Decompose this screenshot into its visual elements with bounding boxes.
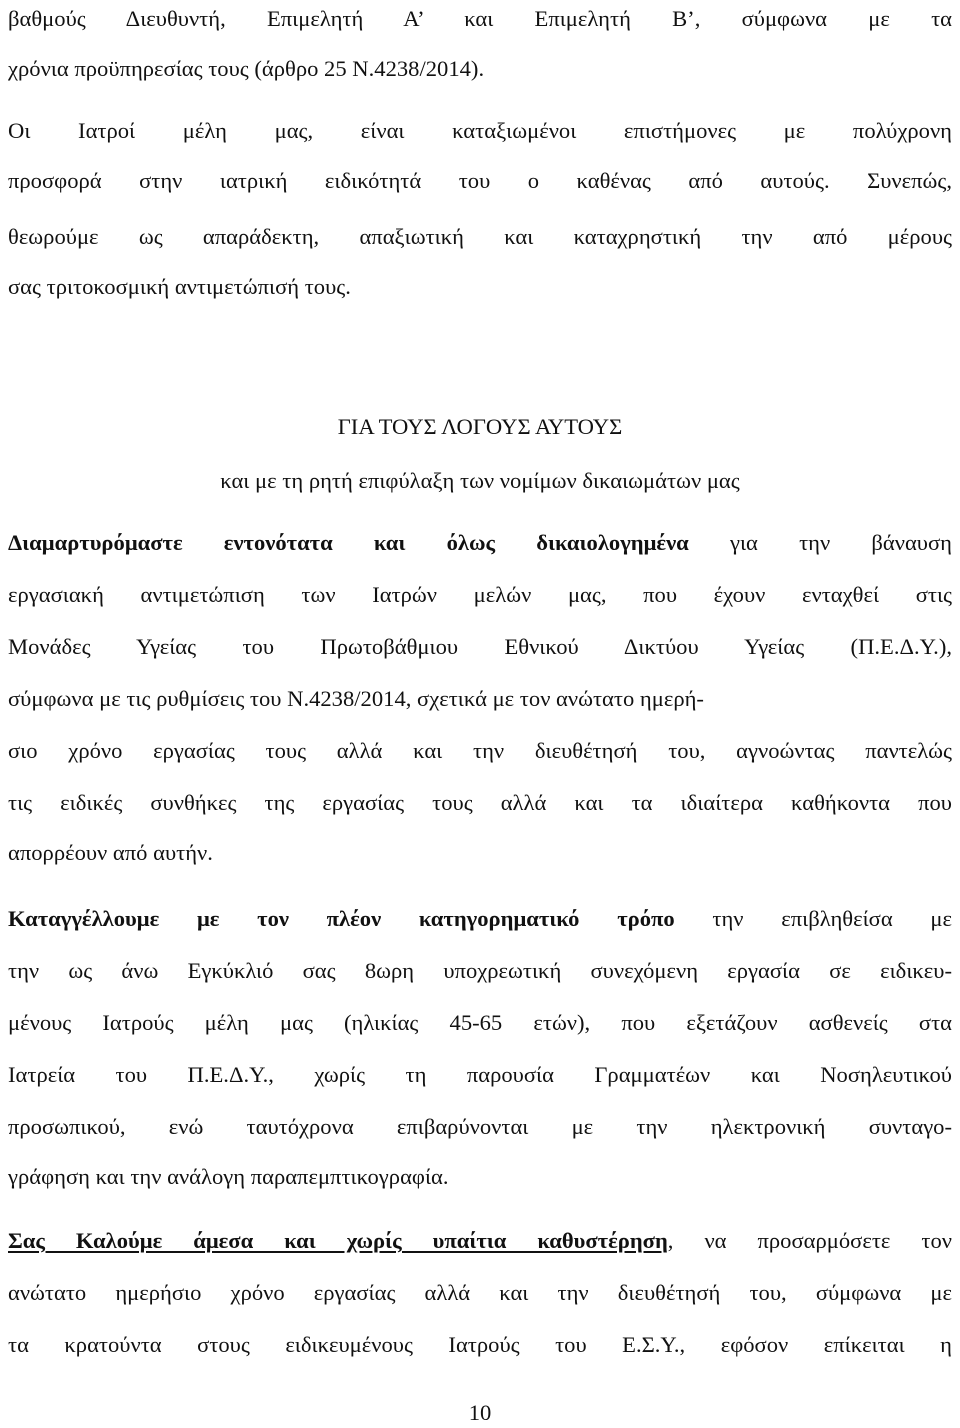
paragraph3-line6: τις ειδικές συνθήκες της εργασίας τους αλλά και τα ιδιαίτερα καθήκοντα που bbox=[8, 790, 952, 815]
paragraph5-bold-lead: Σας Καλούμε άμεσα και χωρίς υπαίτια καθυστέρηση bbox=[8, 1228, 668, 1253]
heading-title: ΓΙΑ ΤΟΥΣ ΛΟΓΟΥΣ ΑΥΤΟΥΣ bbox=[337, 414, 623, 439]
paragraph3-lead-rest: για την βάναυση bbox=[688, 530, 952, 555]
paragraph3-line1 bbox=[8, 528, 952, 558]
paragraph3-line3: Μονάδες Υγείας του Πρωτοβάθμιου Εθνικού Δικτύου Υγείας (Π.Ε.Δ.Υ.), bbox=[8, 634, 952, 659]
paragraph3-bold-lead: Διαμαρτυρόμαστε εντονότατα και όλως δικαιολογημένα bbox=[8, 530, 689, 555]
paragraph5-lead-rest: , να προσαρμόσετε τον bbox=[667, 1228, 952, 1253]
paragraph5-line3: τα κρατούντα στους ειδικευμένους Ιατρούς του Ε.Σ.Υ., εφόσον επίκειται η bbox=[8, 1332, 952, 1357]
paragraph5-line1 bbox=[8, 1226, 952, 1256]
paragraph4-line6: γράφηση και την ανάλογη παραπεμπτικογραφία. bbox=[8, 1164, 449, 1189]
paragraph4-line4: Ιατρεία του Π.Ε.Δ.Υ., χωρίς τη παρουσία Γραμματέων και Νοσηλευτικού bbox=[8, 1062, 952, 1087]
paragraph1-line2: χρόνια προϋπηρεσίας τους (άρθρο 25 Ν.4238/2014). bbox=[8, 56, 485, 81]
paragraph3-line5: σιο χρόνο εργασίας τους αλλά και την διευθέτησή του, αγνοώντας παντελώς bbox=[8, 738, 952, 763]
heading-subtitle: και με τη ρητή επιφύλαξη των νομίμων δικαιωμάτων μας bbox=[220, 468, 740, 493]
paragraph3-line7: απορρέουν από αυτήν. bbox=[8, 840, 213, 865]
paragraph4-bold-lead: Καταγγέλλουμε με τον πλέον κατηγορηματικό τρόπο bbox=[8, 906, 675, 931]
paragraph2-line4: σας τριτοκοσμική αντιμετώπισή τους. bbox=[8, 274, 351, 299]
paragraph2-line2: προσφορά στην ιατρική ειδικότητά του ο καθένας από αυτούς. Συνεπώς, bbox=[8, 168, 952, 193]
paragraph4-line2: την ως άνω Εγκύκλιό σας 8ωρη υποχρεωτική συνεχόμενη εργασία σε ειδικευ- bbox=[8, 958, 952, 983]
paragraph3-line2: εργασιακή αντιμετώπιση των Ιατρών μελών μας, που έχουν ενταχθεί στις bbox=[8, 582, 952, 607]
paragraph4-line1 bbox=[8, 904, 952, 934]
paragraph5-line2: ανώτατο ημερήσιο χρόνο εργασίας αλλά και την διευθέτησή του, σύμφωνα με bbox=[8, 1280, 952, 1305]
paragraph1-line1: βαθμούς Διευθυντή, Επιμελητή Α’ και Επιμελητή Β’, σύμφωνα με τα bbox=[8, 6, 952, 31]
paragraph2-line1: Οι Ιατροί μέλη μας, είναι καταξιωμένοι επιστήμονες με πολύχρονη bbox=[8, 118, 952, 143]
paragraph3-line4: σύμφωνα με τις ρυθμίσεις του Ν.4238/2014, σχετικά με τον ανώτατο ημερή- bbox=[8, 686, 704, 711]
page-number: 10 bbox=[468, 1400, 492, 1425]
paragraph2-line3: θεωρούμε ως απαράδεκτη, απαξιωτική και καταχρηστική την από μέρους bbox=[8, 224, 952, 249]
paragraph4-lead-rest: την επιβληθείσα με bbox=[674, 906, 952, 931]
paragraph4-line3: μένους Ιατρούς μέλη μας (ηλικίας 45-65 ετών), που εξετάζουν ασθενείς στα bbox=[8, 1010, 952, 1035]
paragraph4-line5: προσωπικού, ενώ ταυτόχρονα επιβαρύνονται με την ηλεκτρονική συνταγο- bbox=[8, 1114, 952, 1139]
